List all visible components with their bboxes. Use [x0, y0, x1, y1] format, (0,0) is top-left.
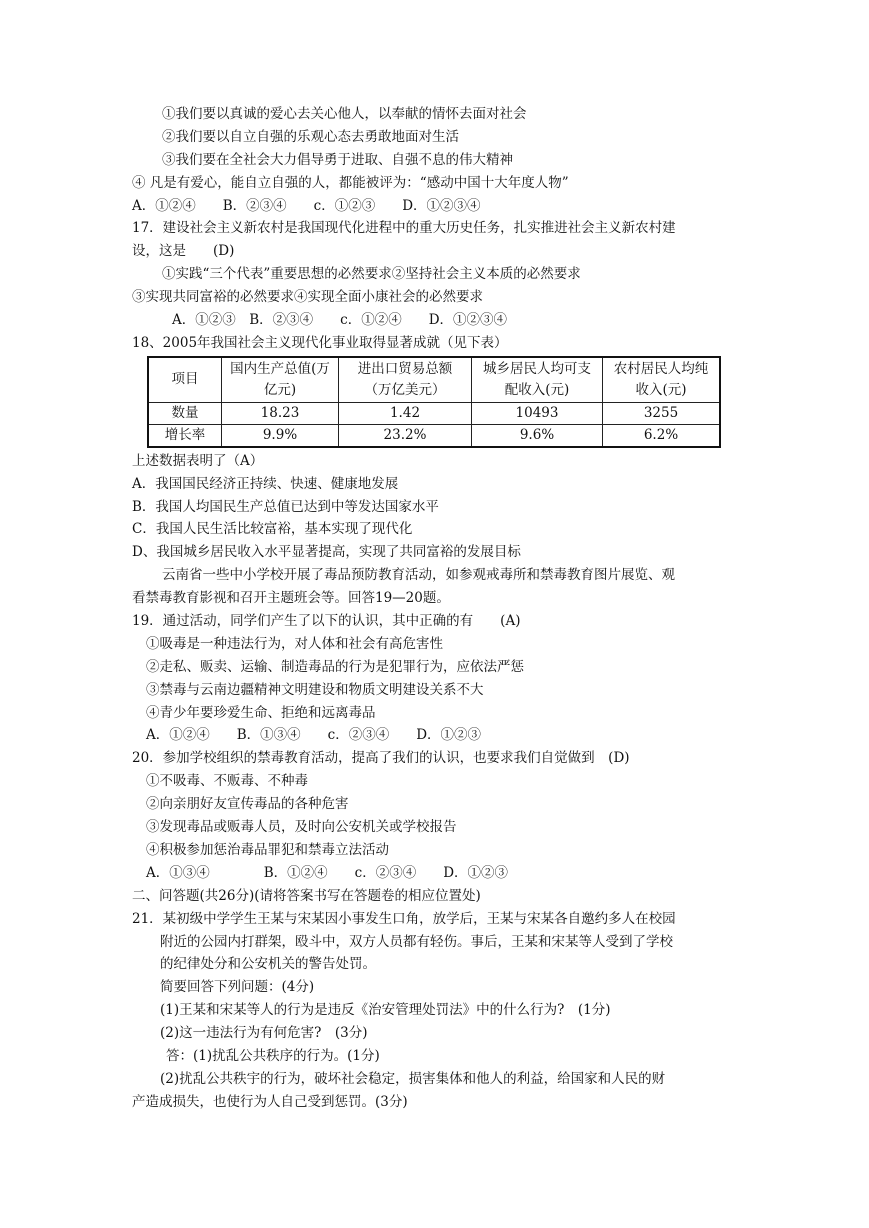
q16-statement-3: ③我们要在全社会大力倡导勇于进取、自强不息的伟大精神 — [162, 151, 513, 168]
q17-stem-line-2: 设，这是 (D) — [132, 243, 235, 260]
exam-page — [132, 103, 742, 1114]
table-row — [148, 424, 720, 447]
q21-stem-line-3: 的纪律处分和公安机关的警告处罚。 — [160, 956, 376, 973]
q21-answer-1: 答：(1)扰乱公共秩序的行为。(1分) — [166, 1047, 380, 1064]
q17-statements-b: ③实现共同富裕的必然要求④实现全面小康社会的必然要求 — [132, 289, 483, 306]
q19-options: A．①②④ B．①③④ c．②③④ D．①②③ — [146, 727, 482, 744]
table-cell: 数量 — [148, 402, 222, 424]
q16-statement-1: ①我们要以真诚的爱心去关心他人，以奉献的情怀去面对社会 — [162, 106, 527, 122]
table-header-cell: 项目 — [148, 357, 222, 403]
q17-options: A．①②③ B．②③④ c．①②④ D．①②③④ — [172, 312, 508, 329]
q19-statement-4: ④青少年要珍爱生命、拒绝和远离毒品 — [146, 704, 376, 721]
table-cell: 18.23 — [222, 402, 339, 424]
q21-instruction: 简要回答下列问题：(4分) — [160, 979, 315, 996]
q19-statement-3: ③禁毒与云南边疆精神文明建设和物质文明建设关系不大 — [146, 681, 484, 698]
q21-subquestion-1: (1)王某和宋某等人的行为是违反《治安管理处罚法》中的什么行为? (1分) — [160, 1002, 611, 1019]
q18-prompt: 上述数据表明了（A） — [132, 452, 264, 469]
table-cell: 9.6% — [472, 424, 603, 447]
q21-stem-line-2: 附近的公园内打群架，殴斗中，双方人员都有轻伤。事后，王某和宋某等人受到了学校 — [160, 933, 673, 950]
table-header-cell: 农村居民人均纯 收入(元) — [603, 357, 721, 403]
q19-statement-1: ①吸毒是一种违法行为，对人体和社会有高危害性 — [146, 635, 443, 652]
q16-options: A．①②④ B．②③④ c．①②③ D．①②③④ — [132, 197, 481, 214]
q17-stem-line-1: 17．建设社会主义新农村是我国现代化进程中的重大历史任务，扎实推进社会主义新农村建 — [132, 220, 676, 237]
context-line-2: 看禁毒教育影视和召开主题班会等。回答19—20题。 — [132, 590, 450, 607]
q16-statement-2: ②我们要以自立自强的乐观心态去勇敢地面对生活 — [162, 128, 459, 145]
q18-data-table — [147, 356, 721, 448]
section-2-heading: 二、问答题(共26分)(请将答案书写在答题卷的相应位置处) — [132, 887, 481, 904]
q18-option-a: A．我国国民经济正持续、快速、健康地发展 — [132, 475, 399, 492]
table-header-cell: 进出口贸易总额 （万亿美元） — [339, 357, 472, 403]
q21-answer-2-line-1: (2)扰乱公共秩宇的行为，破坏社会稳定，损害集体和他人的利益，给国家和人民的财 — [160, 1070, 666, 1087]
table-cell: 9.9% — [222, 424, 339, 447]
table-row — [148, 402, 720, 424]
table-header-row — [148, 357, 720, 403]
table-cell: 1.42 — [339, 402, 472, 424]
q21-stem-line-1: 21．某初级中学学生王某与宋某因小事发生口角，放学后，王某与宋某各自邀约多人在校园 — [132, 910, 676, 927]
table-cell: 23.2% — [339, 424, 472, 447]
table-header-cell: 国内生产总值(万 亿元) — [222, 357, 339, 403]
table-header-cell: 城乡居民人均可支 配收入(元) — [472, 357, 603, 403]
q19-stem: 19．通过活动，同学们产生了以下的认识，其中正确的有 (A) — [132, 613, 521, 630]
q16-statement-4: ④ 凡是有爱心，能自立自强的人，都能被评为：“感动中国十大年度人物” — [132, 174, 569, 191]
q18-option-d: D、我国城乡居民收入水平显著提高，实现了共同富裕的发展目标 — [132, 544, 521, 561]
q20-statement-4: ④积极参加惩治毒品罪犯和禁毒立法活动 — [146, 841, 389, 858]
q20-stem: 20．参加学校组织的禁毒教育活动，提高了我们的认识，也要求我们自觉做到 (D) — [132, 750, 630, 767]
table-cell: 增长率 — [148, 424, 222, 447]
q20-statement-3: ③发现毒品或贩毒人员，及时向公安机关或学校报告 — [146, 819, 457, 836]
table-cell: 10493 — [472, 402, 603, 424]
q17-statements-a: ①实践“三个代表”重要思想的必然要求②坚持社会主义本质的必然要求 — [162, 266, 581, 283]
q18-stem: 18、2005年我国社会主义现代化事业取得显著成就（见下表） — [132, 334, 508, 351]
table-cell: 6.2% — [603, 424, 721, 447]
table-cell: 3255 — [603, 402, 721, 424]
q21-subquestion-2: (2)这一违法行为有何危害? (3分) — [160, 1025, 368, 1042]
q20-statement-2: ②向亲朋好友宣传毒品的各种危害 — [146, 796, 349, 813]
context-line-1: 云南省一些中小学校开展了毒品预防教育活动，如参观戒毒所和禁毒教育图片展览、观 — [162, 567, 675, 584]
q18-option-c: C．我国人民生活比较富裕，基本实现了现代化 — [132, 521, 413, 538]
q21-answer-2-line-2: 产造成损失，也使行为人自己受到惩罚。(3分) — [132, 1093, 408, 1110]
q18-option-b: B．我国人均国民生产总值已达到中等发达国家水平 — [132, 498, 439, 515]
q20-options: A．①③④ B．①②④ c．②③④ D．①②③ — [146, 864, 509, 881]
q19-statement-2: ②走私、贩卖、运输、制造毒品的行为是犯罪行为，应依法严惩 — [146, 658, 524, 675]
q20-statement-1: ①不吸毒、不贩毒、不种毒 — [146, 773, 308, 790]
